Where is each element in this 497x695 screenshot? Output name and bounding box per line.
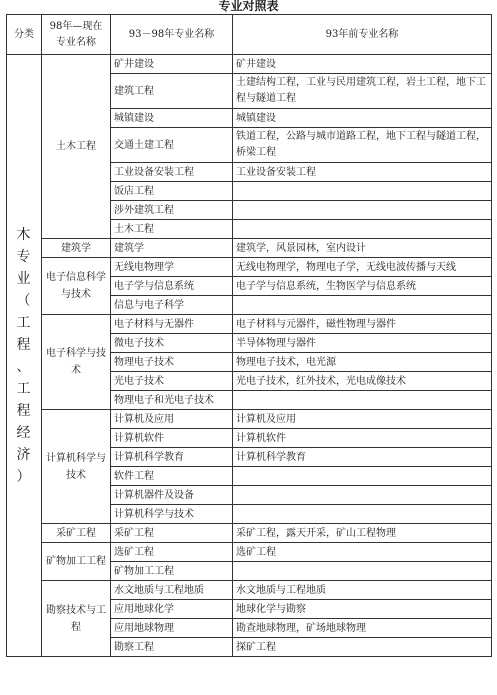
table-row bbox=[7, 258, 492, 277]
header-category: 分类 bbox=[7, 15, 42, 55]
mid-major-cell: 采矿工程 bbox=[111, 524, 233, 543]
mid-major-cell: 涉外建筑工程 bbox=[111, 201, 233, 220]
pre93-major-cell: 半导体物理与器件 bbox=[233, 334, 492, 353]
category-cell: 木 专 业 （ 工 程 、 工 程 经 济 ） bbox=[7, 55, 42, 657]
table-row bbox=[7, 315, 492, 334]
mid-major-cell: 应用地球物理 bbox=[111, 619, 233, 638]
current-major-cell: 建筑学 bbox=[42, 239, 111, 258]
header-current-major: 98年—现在专业名称 bbox=[42, 15, 111, 55]
current-major-cell: 土木工程 bbox=[42, 55, 111, 239]
pre93-major-cell bbox=[233, 562, 492, 581]
table-row bbox=[7, 543, 492, 562]
mid-major-cell: 电子材料与无器件 bbox=[111, 315, 233, 334]
pre93-major-cell: 矿井建设 bbox=[233, 55, 492, 74]
table-row bbox=[7, 581, 492, 600]
pre93-major-cell: 铁道工程，公路与城市道路工程，地下工程与隧道工程，桥梁工程 bbox=[233, 128, 492, 163]
pre93-major-cell: 勘查地球物理，矿场地球物理 bbox=[233, 619, 492, 638]
table-row bbox=[7, 524, 492, 543]
pre93-major-cell bbox=[233, 486, 492, 505]
pre93-major-cell: 计算机软件 bbox=[233, 429, 492, 448]
mid-major-cell: 矿物加工工程 bbox=[111, 562, 233, 581]
pre93-major-cell bbox=[233, 467, 492, 486]
mid-major-cell: 交通土建工程 bbox=[111, 128, 233, 163]
mid-major-cell: 水文地质与工程地质 bbox=[111, 581, 233, 600]
mid-major-cell: 计算机及应用 bbox=[111, 410, 233, 429]
mid-major-cell: 建筑工程 bbox=[111, 74, 233, 109]
current-major-cell: 电子信息科学与技术 bbox=[42, 258, 111, 315]
pre93-major-cell: 建筑学，风景园林，室内设计 bbox=[233, 239, 492, 258]
mid-major-cell: 微电子技术 bbox=[111, 334, 233, 353]
table-row bbox=[7, 55, 492, 74]
mid-major-cell: 计算机科学教育 bbox=[111, 448, 233, 467]
table-row bbox=[7, 239, 492, 258]
mid-major-cell: 无线电物理学 bbox=[111, 258, 233, 277]
mid-major-cell: 应用地球化学 bbox=[111, 600, 233, 619]
mid-major-cell: 软件工程 bbox=[111, 467, 233, 486]
mid-major-cell: 勘察工程 bbox=[111, 638, 233, 657]
current-major-cell: 采矿工程 bbox=[42, 524, 111, 543]
pre93-major-cell: 选矿工程 bbox=[233, 543, 492, 562]
page-title: 专业对照表 bbox=[218, 0, 279, 12]
pre93-major-cell: 地球化学与勘察 bbox=[233, 600, 492, 619]
table-row bbox=[7, 410, 492, 429]
mid-major-cell: 信息与电子科学 bbox=[111, 296, 233, 315]
pre93-major-cell: 采矿工程，露天开采，矿山工程物理 bbox=[233, 524, 492, 543]
current-major-cell: 计算机科学与技术 bbox=[42, 410, 111, 524]
pre93-major-cell: 物理电子技术，电光源 bbox=[233, 353, 492, 372]
pre93-major-cell: 水文地质与工程地质 bbox=[233, 581, 492, 600]
mid-major-cell: 矿井建设 bbox=[111, 55, 233, 74]
pre93-major-cell bbox=[233, 220, 492, 239]
pre93-major-cell: 电子学与信息系统，生物医学与信息系统 bbox=[233, 277, 492, 296]
pre93-major-cell bbox=[233, 201, 492, 220]
mid-major-cell: 物理电子技术 bbox=[111, 353, 233, 372]
mid-major-cell: 饭店工程 bbox=[111, 182, 233, 201]
pre93-major-cell: 城镇建设 bbox=[233, 109, 492, 128]
pre93-major-cell: 工业设备安装工程 bbox=[233, 163, 492, 182]
pre93-major-cell bbox=[233, 505, 492, 524]
mid-major-cell: 物理电子和光电子技术 bbox=[111, 391, 233, 410]
header-93-98-major: 93－98年专业名称 bbox=[111, 15, 233, 55]
current-major-cell: 电子科学与技术 bbox=[42, 315, 111, 410]
mid-major-cell: 土木工程 bbox=[111, 220, 233, 239]
mid-major-cell: 选矿工程 bbox=[111, 543, 233, 562]
table-body bbox=[7, 55, 492, 657]
pre93-major-cell: 无线电物理学，物理电子学，无线电波传播与天线 bbox=[233, 258, 492, 277]
current-major-cell: 矿物加工工程 bbox=[42, 543, 111, 581]
pre93-major-cell: 计算机及应用 bbox=[233, 410, 492, 429]
mid-major-cell: 计算机软件 bbox=[111, 429, 233, 448]
mid-major-cell: 光电子技术 bbox=[111, 372, 233, 391]
pre93-major-cell: 计算机科学教育 bbox=[233, 448, 492, 467]
mid-major-cell: 城镇建设 bbox=[111, 109, 233, 128]
pre93-major-cell bbox=[233, 182, 492, 201]
pre93-major-cell bbox=[233, 391, 492, 410]
pre93-major-cell: 电子材料与元器件，磁性物理与器件 bbox=[233, 315, 492, 334]
pre93-major-cell bbox=[233, 296, 492, 315]
mid-major-cell: 工业设备安装工程 bbox=[111, 163, 233, 182]
header-pre-93-major: 93年前专业名称 bbox=[233, 15, 492, 55]
mid-major-cell: 计算机器件及设备 bbox=[111, 486, 233, 505]
pre93-major-cell: 光电子技术，红外技术，光电成像技术 bbox=[233, 372, 492, 391]
mid-major-cell: 计算机科学与技术 bbox=[111, 505, 233, 524]
major-comparison-table bbox=[6, 14, 492, 657]
mid-major-cell: 电子学与信息系统 bbox=[111, 277, 233, 296]
header-row bbox=[7, 15, 492, 55]
pre93-major-cell: 土建结构工程，工业与民用建筑工程，岩土工程，地下工程与隧道工程 bbox=[233, 74, 492, 109]
current-major-cell: 勘察技术与工程 bbox=[42, 581, 111, 657]
mid-major-cell: 建筑学 bbox=[111, 239, 233, 258]
pre93-major-cell: 探矿工程 bbox=[233, 638, 492, 657]
